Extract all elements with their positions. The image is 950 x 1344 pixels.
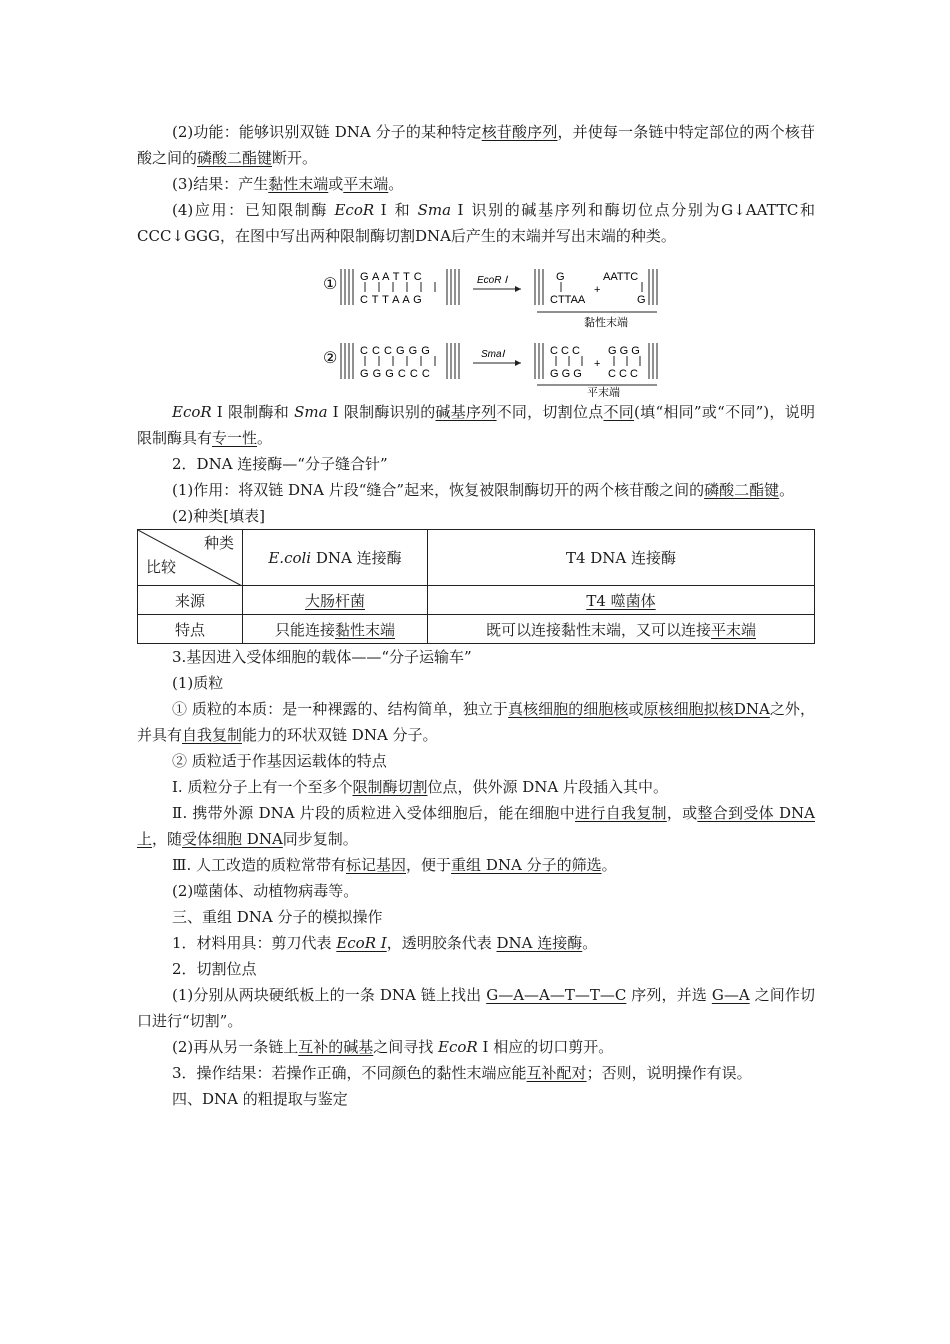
restriction-enzyme-figure xyxy=(137,257,815,397)
cell xyxy=(428,615,815,644)
answer-blank: DNA 连接酶 xyxy=(496,934,583,952)
row2-left-bottom: G G G xyxy=(550,368,582,380)
text: (2)再从另一条链上 xyxy=(172,1038,299,1056)
answer-blank: 进行自我复制 xyxy=(575,804,667,822)
text: 之外，并具有 xyxy=(137,700,815,744)
paragraph-cut-step-2 xyxy=(137,1034,815,1060)
answer-blank: 标记基因 xyxy=(346,856,407,874)
header-italic: E.coli xyxy=(268,549,312,567)
paragraph-function xyxy=(137,119,815,171)
text: 。 xyxy=(582,934,598,952)
paragraph-materials xyxy=(137,930,815,956)
answer-blank: T4 噬菌体 xyxy=(586,591,656,610)
answer-blank: EcoR Ⅰ xyxy=(336,934,387,952)
text: Ⅲ. 人工改造的质粒常带有 xyxy=(172,856,347,874)
paragraph-feature-2 xyxy=(137,800,815,852)
row2-number: ② xyxy=(323,350,338,367)
paragraph-plasmid-nature xyxy=(137,696,815,748)
text: 或 xyxy=(628,700,644,718)
answer-blank: 大肠杆菌 xyxy=(304,591,365,610)
paragraph-feature-1 xyxy=(137,774,815,800)
row-label-feature: 特点 xyxy=(138,615,243,644)
row2-bottom-strand: G G G C C C xyxy=(360,368,431,380)
text: (3)结果：产生 xyxy=(172,175,269,193)
answer-blank: 互补配对 xyxy=(526,1064,587,1082)
answer-blank: G—A xyxy=(711,986,750,1004)
row1-bottom-strand: C T T A A G xyxy=(360,294,423,306)
answer-blank: 受体细胞 DNA xyxy=(182,830,283,848)
text: 之间寻找 xyxy=(373,1038,439,1056)
ligase-table xyxy=(137,529,815,644)
text: 同步复制。 xyxy=(282,830,358,848)
answer-blank: 重组 DNA 分子的筛选 xyxy=(451,856,602,874)
section-heading-dna-extraction: 四、DNA 的粗提取与鉴定 xyxy=(172,1090,348,1108)
table-row xyxy=(138,586,815,615)
row1-number: ① xyxy=(323,276,338,293)
table-corner-cell xyxy=(138,530,243,586)
row1-right-bottom: G xyxy=(637,294,646,306)
text: 。 xyxy=(257,429,273,447)
answer-blank: 限制酶切割 xyxy=(352,778,428,796)
text: 能力的环状双链 DNA 分子。 xyxy=(242,726,438,744)
text: 断开。 xyxy=(272,149,318,167)
cell xyxy=(243,586,428,615)
text: 。 xyxy=(601,856,617,874)
row2-plus: + xyxy=(594,358,601,370)
row2-right-bottom: C C C xyxy=(608,368,638,380)
section-heading-simulation: 三、重组 DNA 分子的模拟操作 xyxy=(172,908,383,926)
paragraph-application xyxy=(137,197,815,249)
paragraph-other-vectors: (2)噬菌体、动植物病毒等。 xyxy=(172,882,359,900)
figure-svg xyxy=(137,257,815,397)
text: ，透明胶条代表 xyxy=(386,934,497,952)
enzyme-name: EcoR xyxy=(438,1038,478,1056)
paragraph-result xyxy=(137,171,815,197)
text: 只能连接 xyxy=(274,620,335,639)
text: ① 质粒的本质：是一种裸露的、结构简单，独立于 xyxy=(172,700,508,718)
row1-left-bottom: CTTAA xyxy=(550,294,586,306)
text: 序列，并选 xyxy=(626,986,712,1004)
text: 1．材料用具：剪刀代表 xyxy=(172,934,337,952)
text: 或 xyxy=(328,175,344,193)
text: Ⅰ 识别的碱基序列和酶切位点分别为G↓AATTC和CCC↓GGG，在图中写出两种限制酶切割DNA后产生的末端并写出末端的种类。 xyxy=(137,201,815,245)
text: (2)功能：能够识别双链 DNA 分子的某种特定 xyxy=(172,123,482,141)
answer-blank: 原核细胞拟核DNA xyxy=(643,700,770,718)
row2-top-strand: C C C G G G xyxy=(360,345,431,357)
row2-left-top: C C C xyxy=(550,345,580,357)
enzyme-name: EcoR xyxy=(334,201,375,219)
row1-right-top: AATTC xyxy=(603,271,639,283)
subheading-plasmid-features: ② 质粒适于作基因运载体的特点 xyxy=(172,752,387,770)
text: Ⅱ. 携带外源 DNA 片段的质粒进入受体细胞后，能在细胞中 xyxy=(172,804,576,822)
row1-plus: + xyxy=(594,284,601,296)
text: Ⅰ 限制酶和 xyxy=(211,403,295,421)
text: ，并使每一条链中特定部位的两个核苷酸之间的 xyxy=(137,123,815,167)
text: ；否则，说明操作有误。 xyxy=(586,1064,752,1082)
text: Ⅰ 和 xyxy=(374,201,418,219)
row-label-source: 来源 xyxy=(138,586,243,615)
enzyme-name: EcoR xyxy=(172,403,212,421)
row1-end-type: 黏性末端 xyxy=(584,317,628,329)
header-text: DNA 连接酶 xyxy=(311,549,402,567)
answer-blank: 专一性 xyxy=(212,429,258,447)
text: 不同，切割位点 xyxy=(496,403,604,421)
answer-blank: 磷酸二酯键 xyxy=(704,481,780,499)
paragraph-feature-3 xyxy=(137,852,815,878)
row2-right-top: G G G xyxy=(608,345,640,357)
text: ，便于 xyxy=(406,856,452,874)
text: (1)分别从两块硬纸板上的一条 DNA 链上找出 xyxy=(172,986,487,1004)
answer-blank: 不同 xyxy=(603,403,635,421)
text: Ⅰ 限制酶识别的 xyxy=(327,403,436,421)
text: 。 xyxy=(388,175,404,193)
table-row xyxy=(138,615,815,644)
row1-top-strand: G A A T T C xyxy=(360,271,423,283)
text: Ⅰ. 质粒分子上有一个至多个 xyxy=(172,778,353,796)
text: 3．操作结果：若操作正确，不同颜色的黏性末端应能 xyxy=(172,1064,527,1082)
text: 位点，供外源 DNA 片段插入其中。 xyxy=(427,778,669,796)
row2-end-type: 平末端 xyxy=(587,387,620,397)
row2-arrowhead xyxy=(515,360,521,366)
table-header-ecoli xyxy=(243,530,428,586)
text: 之间作切口进行“切割”。 xyxy=(137,986,815,1030)
text: (填“相同”或“不同”)，说明限制酶具有 xyxy=(137,403,815,447)
text: (4)应用：已知限制酶 xyxy=(172,201,335,219)
subheading-cut-site: 2．切割位点 xyxy=(172,960,257,978)
answer-blank: 碱基序列 xyxy=(435,403,497,421)
answer-blank: 平末端 xyxy=(343,175,389,193)
paragraph-ligase-function xyxy=(137,477,815,503)
text: Ⅰ 相应的切口剪开。 xyxy=(477,1038,614,1056)
answer-blank: 互补的碱基 xyxy=(298,1038,374,1056)
table-header-row xyxy=(138,530,815,586)
paragraph-ligase-types: (2)种类[填表] xyxy=(172,507,265,525)
document-page xyxy=(137,0,815,1112)
subheading-plasmid: (1)质粒 xyxy=(172,674,224,692)
answer-blank: 真核细胞的细胞核 xyxy=(508,700,629,718)
cell xyxy=(243,615,428,644)
row1-left-top: G xyxy=(556,271,565,283)
text: 既可以连接黏性末端，又可以连接 xyxy=(485,620,711,639)
answer-blank: 自我复制 xyxy=(182,726,243,744)
answer-blank: G—A—A—T—T—C xyxy=(486,986,627,1004)
row1-enzyme-label: EcoR Ⅰ xyxy=(477,275,508,286)
table-header-t4: T4 DNA 连接酶 xyxy=(428,530,815,586)
cell xyxy=(428,586,815,615)
answer-blank: 平末端 xyxy=(711,620,757,639)
section-heading-vector: 3.基因进入受体细胞的载体——“分子运输车” xyxy=(172,648,472,666)
text: (1)作用：将双链 DNA 片段“缝合”起来，恢复被限制酶切开的两个核苷酸之间的 xyxy=(172,481,705,499)
row2-enzyme-label: SmaⅠ xyxy=(481,349,505,360)
answer-blank: 整合到受体 DNA 上 xyxy=(137,804,815,848)
paragraph-operation-result xyxy=(137,1060,815,1086)
answer-blank: 黏性末端 xyxy=(335,620,396,639)
text: 。 xyxy=(779,481,795,499)
paragraph-conclusion xyxy=(137,399,815,451)
text: ，或 xyxy=(666,804,698,822)
enzyme-name: Sma xyxy=(294,403,328,421)
enzyme-name: Sma xyxy=(417,201,452,219)
answer-blank: 磷酸二酯键 xyxy=(197,149,273,167)
answer-blank: 黏性末端 xyxy=(268,175,329,193)
answer-blank: 核苷酸序列 xyxy=(481,123,558,141)
corner-label-bottom: 比较 xyxy=(146,558,177,576)
text: ，随 xyxy=(152,830,183,848)
corner-label-top: 种类 xyxy=(203,534,234,552)
paragraph-cut-step-1 xyxy=(137,982,815,1034)
row1-arrowhead xyxy=(515,286,521,292)
section-heading-ligase: 2．DNA 连接酶—“分子缝合针” xyxy=(172,455,388,473)
